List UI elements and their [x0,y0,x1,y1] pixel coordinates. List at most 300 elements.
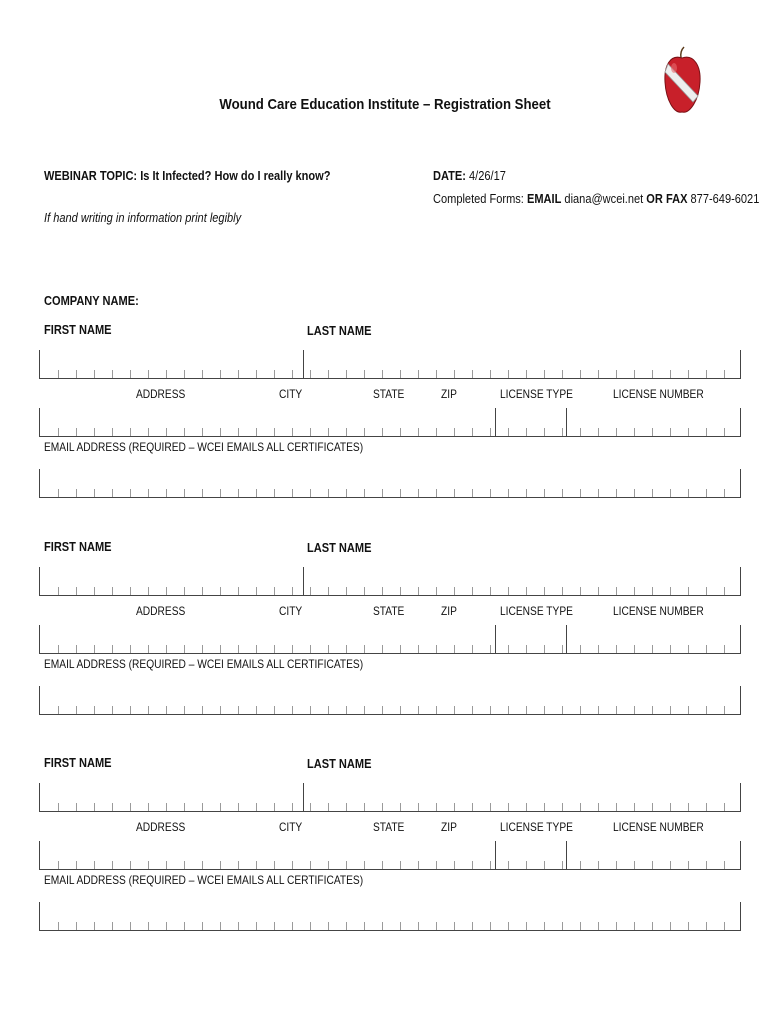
comb-tick [256,706,257,714]
last-name-label-2: LAST NAME [307,540,372,555]
comb-tick [94,370,95,378]
comb-tick [724,645,725,653]
comb-tick [526,645,527,653]
comb-tick [706,587,707,595]
comb-tick [724,803,725,811]
comb-tick [58,645,59,653]
email-input-2[interactable] [39,686,741,715]
comb-tick [724,370,725,378]
comb-tick [436,706,437,714]
comb-tick [148,370,149,378]
comb-tick [346,922,347,930]
zip-label-1: ZIP [441,387,457,401]
email-label-1: EMAIL ADDRESS (REQUIRED – WCEI EMAILS ALL CERTIFICATES) [44,440,364,454]
comb-tick [670,370,671,378]
comb-tick [706,922,707,930]
comb-tick [382,370,383,378]
comb-tick [724,587,725,595]
comb-tick [508,587,509,595]
comb-tick [274,489,275,497]
comb-tick [400,489,401,497]
email-label: EMAIL [526,191,562,206]
comb-tick [220,587,221,595]
comb-tick [112,428,113,436]
comb-tick [472,706,473,714]
comb-tick [418,370,419,378]
address-label-3: ADDRESS [136,820,186,834]
comb-tick [688,922,689,930]
email-input-3[interactable] [39,902,741,931]
comb-tick [202,489,203,497]
comb-tick [202,803,203,811]
comb-tick [76,587,77,595]
comb-tick [328,428,329,436]
comb-tick [634,922,635,930]
license-number-label-2: LICENSE NUMBER [613,604,704,618]
comb-tick [184,922,185,930]
field-divider [303,350,304,378]
comb-tick [220,706,221,714]
comb-tick [544,428,545,436]
name-input-2[interactable] [39,567,741,596]
comb-tick [292,428,293,436]
comb-tick [634,861,635,869]
comb-tick [580,861,581,869]
comb-tick [490,706,491,714]
comb-tick [490,587,491,595]
comb-tick [454,645,455,653]
comb-tick [562,861,563,869]
comb-tick [220,428,221,436]
comb-tick [76,861,77,869]
webinar-topic-value: Is It Infected? How do I really know? [140,168,331,183]
comb-tick [202,922,203,930]
comb-tick [364,706,365,714]
comb-tick [526,861,527,869]
comb-tick [130,428,131,436]
address-label-2: ADDRESS [136,604,186,618]
address-input-3[interactable] [39,841,741,870]
comb-tick [724,428,725,436]
license-type-label-1: LICENSE TYPE [500,387,573,401]
comb-tick [616,861,617,869]
comb-tick [508,922,509,930]
comb-tick [454,803,455,811]
comb-tick [76,489,77,497]
comb-tick [580,370,581,378]
comb-tick [472,489,473,497]
field-divider [495,841,496,869]
comb-tick [508,706,509,714]
comb-tick [364,922,365,930]
comb-tick [634,489,635,497]
comb-tick [382,587,383,595]
name-input-3[interactable] [39,783,741,812]
comb-tick [184,861,185,869]
comb-tick [670,922,671,930]
comb-tick [436,861,437,869]
comb-tick [598,489,599,497]
comb-tick [202,587,203,595]
address-input-1[interactable] [39,408,741,437]
comb-tick [580,803,581,811]
comb-tick [670,803,671,811]
comb-tick [436,428,437,436]
comb-tick [400,370,401,378]
comb-tick [652,706,653,714]
comb-tick [634,587,635,595]
comb-tick [634,370,635,378]
comb-tick [562,587,563,595]
comb-tick [418,922,419,930]
comb-tick [292,803,293,811]
name-input-1[interactable] [39,350,741,379]
comb-tick [634,645,635,653]
field-divider [495,408,496,436]
comb-tick [688,428,689,436]
comb-tick [202,370,203,378]
comb-tick [418,645,419,653]
email-input-1[interactable] [39,469,741,498]
comb-tick [526,370,527,378]
comb-tick [472,803,473,811]
comb-tick [130,706,131,714]
comb-tick [94,861,95,869]
comb-tick [274,428,275,436]
comb-tick [400,428,401,436]
comb-tick [508,370,509,378]
comb-tick [670,428,671,436]
date-value: 4/26/17 [469,168,506,183]
comb-tick [364,370,365,378]
company-name-label: COMPANY NAME: [44,293,139,308]
comb-tick [706,370,707,378]
comb-tick [184,587,185,595]
comb-tick [76,645,77,653]
comb-tick [310,587,311,595]
webinar-topic-label: WEBINAR TOPIC: [44,168,138,183]
page-title: Wound Care Education Institute – Registration Sheet [219,96,551,113]
comb-tick [76,428,77,436]
comb-tick [562,645,563,653]
comb-tick [76,922,77,930]
comb-tick [490,861,491,869]
comb-tick [292,645,293,653]
comb-tick [580,706,581,714]
comb-tick [292,587,293,595]
comb-tick [148,428,149,436]
comb-tick [346,370,347,378]
comb-tick [310,645,311,653]
comb-tick [256,428,257,436]
comb-tick [616,803,617,811]
comb-tick [328,370,329,378]
comb-tick [364,803,365,811]
license-number-label-3: LICENSE NUMBER [613,820,704,834]
comb-tick [634,706,635,714]
comb-tick [238,706,239,714]
comb-tick [58,706,59,714]
comb-tick [364,428,365,436]
comb-tick [544,803,545,811]
comb-tick [148,861,149,869]
comb-tick [94,587,95,595]
comb-tick [238,861,239,869]
comb-tick [670,861,671,869]
comb-tick [364,587,365,595]
comb-tick [166,706,167,714]
comb-tick [94,922,95,930]
comb-tick [220,861,221,869]
comb-tick [544,922,545,930]
comb-tick [148,489,149,497]
comb-tick [418,489,419,497]
comb-tick [580,489,581,497]
comb-tick [724,861,725,869]
comb-tick [346,587,347,595]
comb-tick [652,489,653,497]
comb-tick [220,370,221,378]
comb-tick [256,587,257,595]
comb-tick [706,645,707,653]
comb-tick [346,861,347,869]
comb-tick [130,803,131,811]
comb-tick [598,645,599,653]
comb-tick [544,861,545,869]
comb-tick [346,428,347,436]
email-label-3: EMAIL ADDRESS (REQUIRED – WCEI EMAILS ALL CERTIFICATES) [44,873,364,887]
state-label-3: STATE [373,820,405,834]
comb-tick [328,861,329,869]
comb-tick [706,803,707,811]
comb-tick [166,645,167,653]
comb-tick [220,489,221,497]
comb-tick [436,645,437,653]
comb-tick [598,861,599,869]
comb-tick [598,370,599,378]
comb-tick [598,922,599,930]
comb-tick [526,706,527,714]
comb-tick [310,489,311,497]
comb-tick [562,428,563,436]
comb-tick [490,922,491,930]
date-line [433,168,506,183]
comb-tick [490,428,491,436]
comb-tick [310,428,311,436]
comb-tick [220,645,221,653]
comb-tick [544,489,545,497]
comb-tick [346,645,347,653]
comb-tick [562,803,563,811]
comb-tick [580,922,581,930]
comb-tick [58,587,59,595]
comb-tick [256,489,257,497]
comb-tick [328,587,329,595]
comb-tick [166,587,167,595]
comb-tick [472,922,473,930]
comb-tick [436,370,437,378]
comb-tick [148,803,149,811]
comb-tick [328,803,329,811]
comb-tick [652,861,653,869]
comb-tick [526,489,527,497]
comb-tick [166,803,167,811]
date-label: DATE: [433,168,466,183]
comb-tick [436,587,437,595]
comb-tick [112,803,113,811]
field-divider [303,567,304,595]
comb-tick [292,861,293,869]
comb-tick [238,645,239,653]
comb-tick [310,706,311,714]
comb-tick [688,706,689,714]
comb-tick [184,370,185,378]
comb-tick [346,706,347,714]
comb-tick [598,706,599,714]
comb-tick [148,645,149,653]
comb-tick [508,645,509,653]
comb-tick [724,489,725,497]
comb-tick [400,803,401,811]
comb-tick [382,861,383,869]
comb-tick [238,370,239,378]
comb-tick [202,706,203,714]
comb-tick [346,803,347,811]
comb-tick [688,370,689,378]
city-label-1: CITY [279,387,303,401]
email-label-2: EMAIL ADDRESS (REQUIRED – WCEI EMAILS ALL CERTIFICATES) [44,657,364,671]
comb-tick [454,370,455,378]
comb-tick [274,706,275,714]
comb-tick [580,428,581,436]
comb-tick [706,428,707,436]
comb-tick [418,428,419,436]
comb-tick [400,861,401,869]
comb-tick [382,645,383,653]
comb-tick [400,922,401,930]
comb-tick [58,922,59,930]
comb-tick [274,861,275,869]
comb-tick [238,587,239,595]
comb-tick [688,861,689,869]
first-name-label-3: FIRST NAME [44,755,112,770]
license-type-label-2: LICENSE TYPE [500,604,573,618]
comb-tick [616,587,617,595]
comb-tick [508,428,509,436]
comb-tick [238,489,239,497]
comb-tick [184,803,185,811]
city-label-2: CITY [279,604,303,618]
completed-forms-line [433,191,759,206]
comb-tick [490,370,491,378]
comb-tick [184,489,185,497]
comb-tick [292,370,293,378]
comb-tick [418,706,419,714]
state-label-1: STATE [373,387,405,401]
field-divider [495,625,496,653]
comb-tick [706,861,707,869]
comb-tick [166,489,167,497]
comb-tick [166,922,167,930]
comb-tick [418,861,419,869]
comb-tick [598,428,599,436]
comb-tick [166,428,167,436]
comb-tick [652,922,653,930]
comb-tick [256,645,257,653]
last-name-label-1: LAST NAME [307,323,372,338]
comb-tick [616,645,617,653]
comb-tick [652,428,653,436]
comb-tick [382,489,383,497]
comb-tick [580,645,581,653]
comb-tick [508,861,509,869]
comb-tick [472,587,473,595]
comb-tick [112,861,113,869]
comb-tick [310,861,311,869]
zip-label-3: ZIP [441,820,457,834]
comb-tick [688,803,689,811]
email-value: diana@wcei.net [564,191,644,206]
comb-tick [616,428,617,436]
comb-tick [328,706,329,714]
comb-tick [202,428,203,436]
license-type-label-3: LICENSE TYPE [500,820,573,834]
comb-tick [688,587,689,595]
comb-tick [94,645,95,653]
comb-tick [472,428,473,436]
comb-tick [94,489,95,497]
instruction-text: If hand writing in information print legibly [44,210,242,225]
comb-tick [688,489,689,497]
comb-tick [148,706,149,714]
comb-tick [76,803,77,811]
comb-tick [652,803,653,811]
comb-tick [130,587,131,595]
comb-tick [202,645,203,653]
comb-tick [130,645,131,653]
comb-tick [616,706,617,714]
field-divider [566,625,567,653]
comb-tick [526,922,527,930]
comb-tick [670,489,671,497]
comb-tick [724,706,725,714]
comb-tick [274,922,275,930]
comb-tick [724,922,725,930]
comb-tick [58,489,59,497]
comb-tick [418,587,419,595]
comb-tick [130,922,131,930]
comb-tick [544,587,545,595]
comb-tick [94,706,95,714]
comb-tick [598,803,599,811]
comb-tick [58,370,59,378]
comb-tick [454,587,455,595]
comb-tick [130,861,131,869]
comb-tick [544,706,545,714]
comb-tick [310,922,311,930]
comb-tick [526,587,527,595]
comb-tick [112,489,113,497]
comb-tick [436,922,437,930]
apple-with-bandage-icon [662,44,702,116]
comb-tick [274,587,275,595]
comb-tick [220,803,221,811]
comb-tick [490,803,491,811]
address-input-2[interactable] [39,625,741,654]
comb-tick [220,922,221,930]
comb-tick [562,922,563,930]
comb-tick [652,587,653,595]
